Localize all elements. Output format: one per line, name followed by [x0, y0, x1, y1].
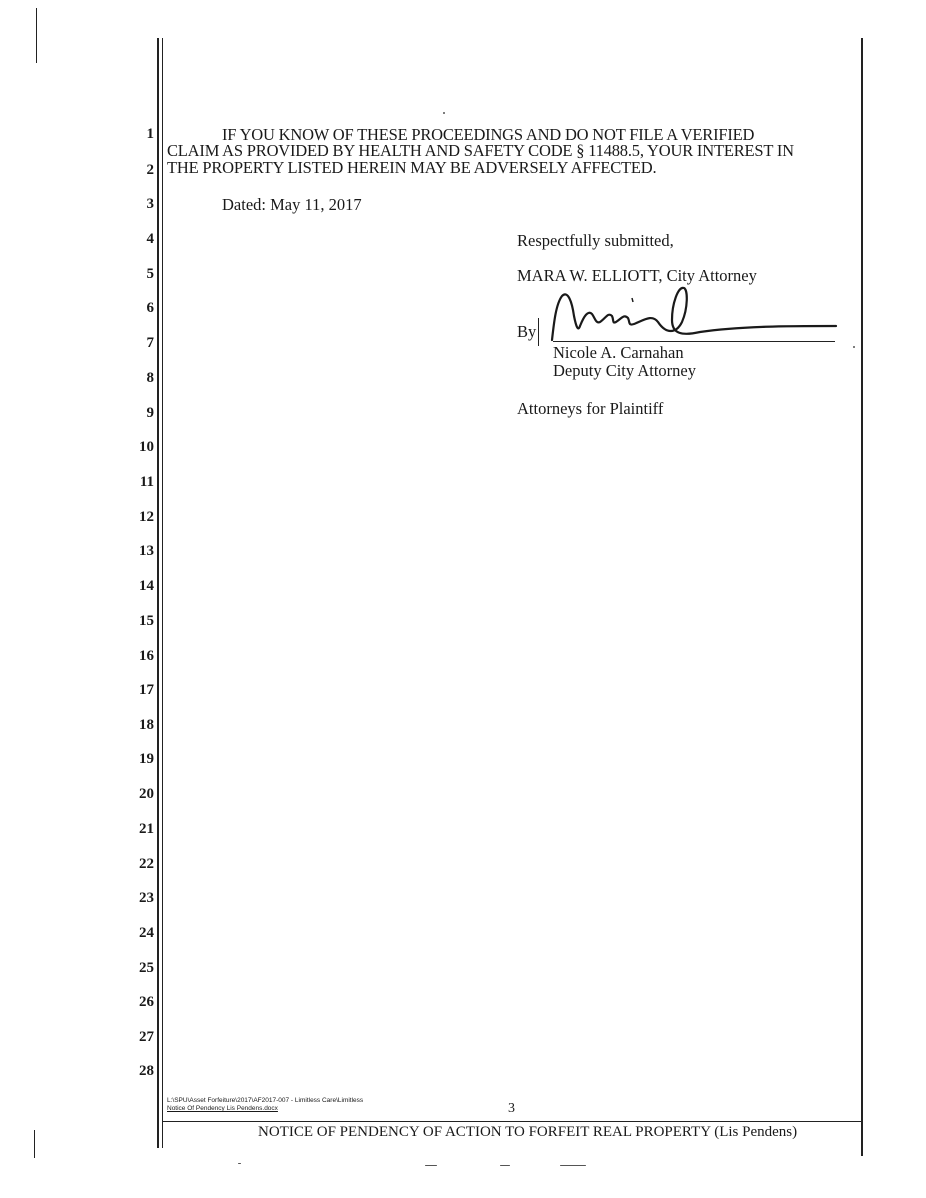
line-number: 6: [146, 300, 154, 316]
line-number: 7: [146, 335, 154, 351]
line-number: 12: [139, 509, 154, 525]
closing-text: Respectfully submitted,: [517, 231, 674, 250]
right-margin-rule: [861, 38, 863, 1156]
line-number: 21: [139, 821, 154, 837]
signature-line: [553, 341, 835, 342]
footer-file-path: [167, 1097, 363, 1113]
line-number: 26: [139, 994, 154, 1010]
line-number: 13: [139, 543, 154, 559]
line-number: 22: [139, 856, 154, 872]
signer-name: Nicole A. Carnahan: [553, 343, 684, 362]
line-number: 23: [139, 890, 154, 906]
line-number: 1: [146, 126, 154, 142]
line-number: 27: [139, 1029, 154, 1045]
line-number: 19: [139, 751, 154, 767]
left-margin-rule-inner: [162, 38, 163, 1148]
notice-line-1: IF YOU KNOW OF THESE PROCEEDINGS AND DO NOT FILE A VERIFIED: [222, 125, 755, 144]
scan-edge-mark: [36, 8, 37, 63]
handwritten-signature: [540, 282, 840, 348]
scan-speck: [500, 1165, 510, 1166]
line-number: 18: [139, 717, 154, 733]
line-number: 8: [146, 370, 154, 386]
line-number: 3: [146, 196, 154, 212]
scan-speck: [853, 346, 855, 348]
line-number: 2: [146, 162, 154, 178]
by-bracket: [538, 318, 539, 346]
line-number: 28: [139, 1063, 154, 1079]
footer-path-line-1: L:\SPU\Asset Forfeiture\2017\AF2017-007 - Limitless Care\Limitless: [167, 1097, 364, 1104]
footer-document-title: NOTICE OF PENDENCY OF ACTION TO FORFEIT REAL PROPERTY (Lis Pendens): [258, 1124, 798, 1140]
attorneys-role: Attorneys for Plaintiff: [517, 399, 664, 418]
notice-line-3: THE PROPERTY LISTED HEREIN MAY BE ADVERSELY AFFECTED.: [167, 158, 657, 177]
scan-speck: [560, 1165, 586, 1166]
line-number: 9: [146, 405, 154, 421]
footer-path-line-2: Notice Of Pendency Lis Pendens.docx: [167, 1105, 278, 1112]
scan-speck: [443, 112, 445, 114]
page-number: 3: [508, 1101, 515, 1116]
office-text: MARA W. ELLIOTT, City Attorney: [517, 266, 757, 285]
footer-rule: [163, 1121, 861, 1122]
signer-title: Deputy City Attorney: [553, 361, 696, 380]
line-number: 25: [139, 960, 154, 976]
left-margin-rule-outer: [157, 38, 159, 1148]
by-label: By: [517, 322, 537, 341]
line-number: 16: [139, 648, 154, 664]
line-number: 24: [139, 925, 154, 941]
notice-line-2: CLAIM AS PROVIDED BY HEALTH AND SAFETY CODE § 11488.5, YOUR INTEREST IN: [167, 141, 794, 160]
scan-edge-mark-lower: [34, 1130, 35, 1158]
scan-speck: [425, 1165, 437, 1166]
scan-speck: [238, 1163, 241, 1164]
line-number: 20: [139, 786, 154, 802]
line-number: 14: [139, 578, 154, 594]
dated-line: Dated: May 11, 2017: [222, 195, 362, 214]
line-number: 4: [146, 231, 154, 247]
line-number: 15: [139, 613, 154, 629]
line-number: 17: [139, 682, 154, 698]
line-number: 10: [139, 439, 154, 455]
line-number: 11: [139, 474, 154, 490]
line-number: 5: [146, 266, 154, 282]
